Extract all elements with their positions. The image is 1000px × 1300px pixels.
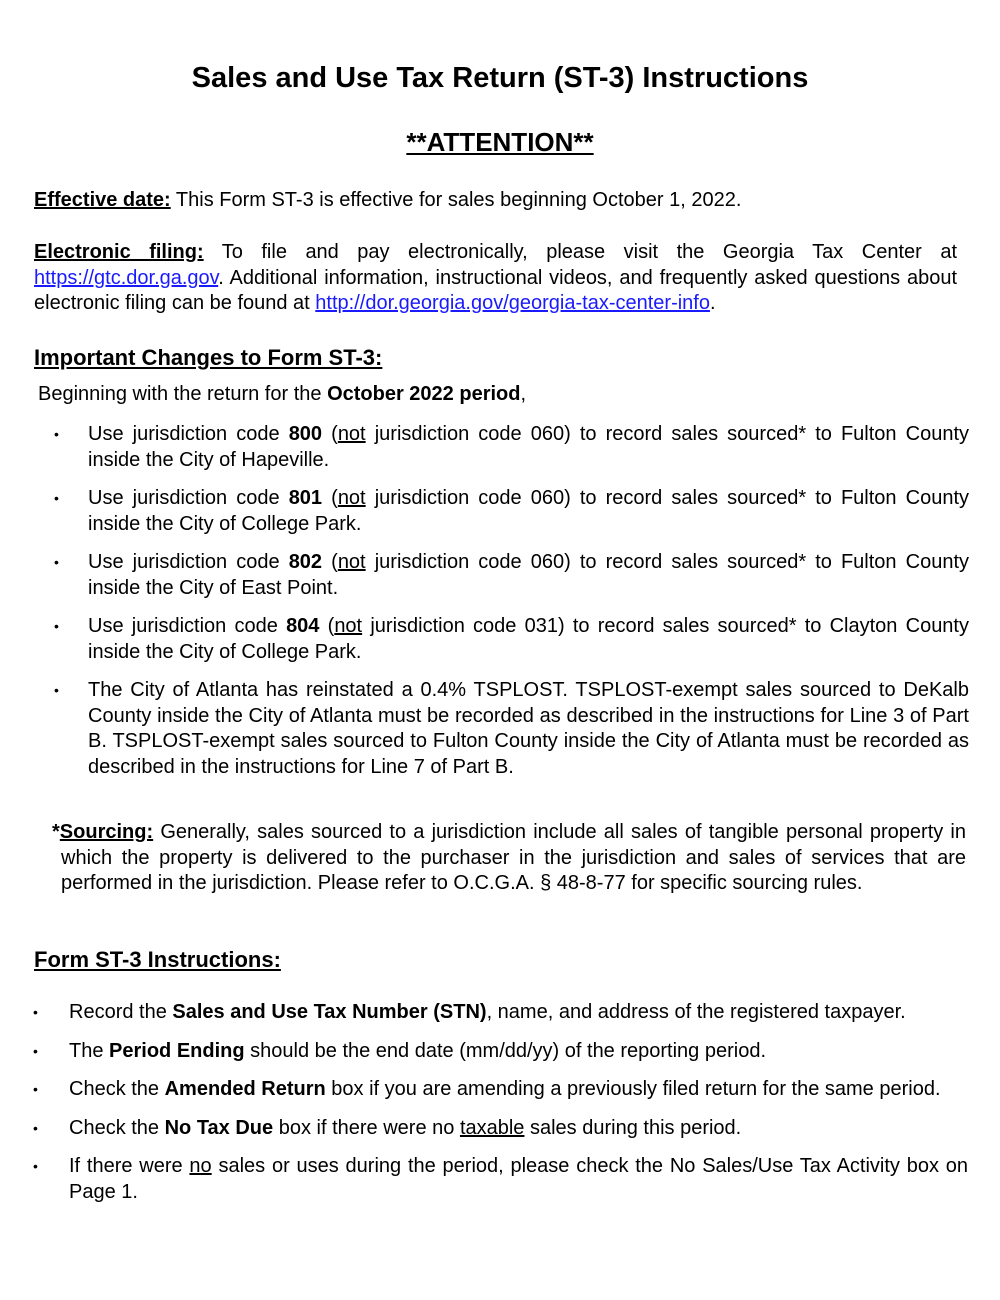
gtc-link[interactable]: https://gtc.dor.ga.gov [34,266,219,289]
list-item [33,1000,968,1026]
effective-date-label: Effective date: [34,189,171,211]
item-text: Use jurisdiction code [88,487,289,509]
sourcing-note [52,820,966,897]
tax-center-info-link[interactable]: http://dor.georgia.gov/georgia-tax-center-info [315,292,710,314]
list-item [54,678,969,780]
item-text: , name, and address of the registered taxpayer. [486,1001,906,1023]
item-text: Check the [69,1078,165,1100]
electronic-filing-text-2: . Additional information, instructional videos, and frequently asked questions about electronic filing can be found at [34,266,957,314]
item-text: ( [322,423,338,445]
effective-date-text: This Form ST-3 is effective for sales beginning October 1, 2022. [170,189,742,211]
not-emphasis: not [337,423,366,445]
page-title: Sales and Use Tax Return (ST-3) Instructions [191,62,809,94]
electronic-filing-text: To file and pay electronically, please visit the Georgia Tax Center at [203,241,957,263]
attention-heading: **ATTENTION** [406,127,594,157]
list-item [33,1116,968,1142]
bullet-icon: • [54,426,59,442]
bullet-icon: • [33,1042,38,1059]
intro-comma: , [520,383,527,405]
item-text: box if there were no [273,1116,460,1139]
item-text: Record the [69,1001,173,1023]
bullet-icon: • [33,1119,38,1136]
form-instructions-heading: Form ST-3 Instructions: [34,947,281,972]
item-underlined: no [189,1155,212,1177]
not-emphasis: not [337,551,366,573]
not-emphasis: not [334,615,363,637]
jurisdiction-code: 800 [288,423,323,445]
item-text: jurisdiction code 060) to record sales sourced* to Fulton County inside the City of East Point. [88,551,970,599]
list-item [33,1039,968,1065]
sourcing-text: Generally, sales sourced to a jurisdiction include all sales of tangible personal property in which the property is delivered to the purchaser in the jurisdiction and sales of services that are performed in the jurisdiction. Please refer to O.C.G.A. § 48-8-77 for specific sourcing rules. [61,821,966,894]
item-text: ( [319,615,335,637]
list-item [54,486,970,537]
intro-period: October 2022 period [327,383,521,405]
bullet-icon: • [54,554,59,570]
item-text: ( [322,487,338,509]
intro-text: Beginning with the return for the [38,383,328,405]
atlanta-tsplost-text: The City of Atlanta has reinstated a 0.4% TSPLOST. TSPLOST-exempt sales sourced to DeKalb County inside the City of Atlanta must be recorded as described in the instructions for Line 3 of Part B. TSPLOST-exempt sales sourced to Fulton County inside the City of Atlanta must be recorded as described in the instructions for Line 7 of Part B. [88,679,969,778]
item-text: box if you are amending a previously filed return for the same period. [325,1078,941,1100]
item-bold: Sales and Use Tax Number (STN) [172,1001,487,1023]
not-emphasis: not [337,487,366,509]
effective-date-paragraph [34,188,957,214]
bullet-icon: • [54,682,59,698]
item-text: jurisdiction code 060) to record sales sourced* to Fulton County inside the City of Hapeville. [88,423,970,471]
changes-list [54,422,970,793]
important-changes-heading: Important Changes to Form ST-3: [34,345,383,370]
item-text: Use jurisdiction code [88,423,289,445]
bullet-icon: • [33,1004,38,1020]
item-text: The [69,1039,110,1062]
list-item [33,1154,968,1205]
item-text: ( [322,551,338,573]
list-item [33,1077,968,1103]
jurisdiction-code: 804 [286,615,320,637]
electronic-filing-period: . [709,292,716,314]
list-item [54,550,970,601]
item-bold: Amended Return [164,1078,326,1100]
bullet-icon: • [54,618,59,634]
electronic-filing-label: Electronic filing: [34,241,204,263]
bullet-icon: • [33,1081,38,1097]
item-bold: No Tax Due [164,1116,274,1139]
item-text: If there were [69,1155,190,1177]
bullet-icon: • [33,1158,38,1174]
instructions-list [33,1000,968,1218]
item-text: sales or uses during the period, please check the No Sales/Use Tax Activity box on Page 1. [69,1155,968,1203]
bullet-icon: • [54,490,59,506]
list-item [54,614,969,665]
item-text: should be the end date (mm/dd/yy) of the reporting period. [244,1039,767,1062]
item-text: Use jurisdiction code [88,551,289,573]
item-text: Use jurisdiction code [88,615,287,637]
item-underlined: taxable [459,1116,525,1139]
sourcing-asterisk: * [52,821,60,843]
item-text: jurisdiction code 060) to record sales sourced* to Fulton County inside the City of College Park. [88,487,970,535]
item-text: Check the [69,1116,165,1139]
jurisdiction-code: 801 [288,487,323,509]
item-bold: Period Ending [109,1039,245,1062]
changes-intro [38,383,526,406]
item-text: sales during this period. [524,1116,742,1139]
jurisdiction-code: 802 [288,551,323,573]
electronic-filing-paragraph [34,240,957,317]
sourcing-label: Sourcing: [59,821,154,843]
item-text: jurisdiction code 031) to record sales sourced* to Clayton County inside the City of College Park. [88,615,969,663]
list-item [54,422,970,473]
